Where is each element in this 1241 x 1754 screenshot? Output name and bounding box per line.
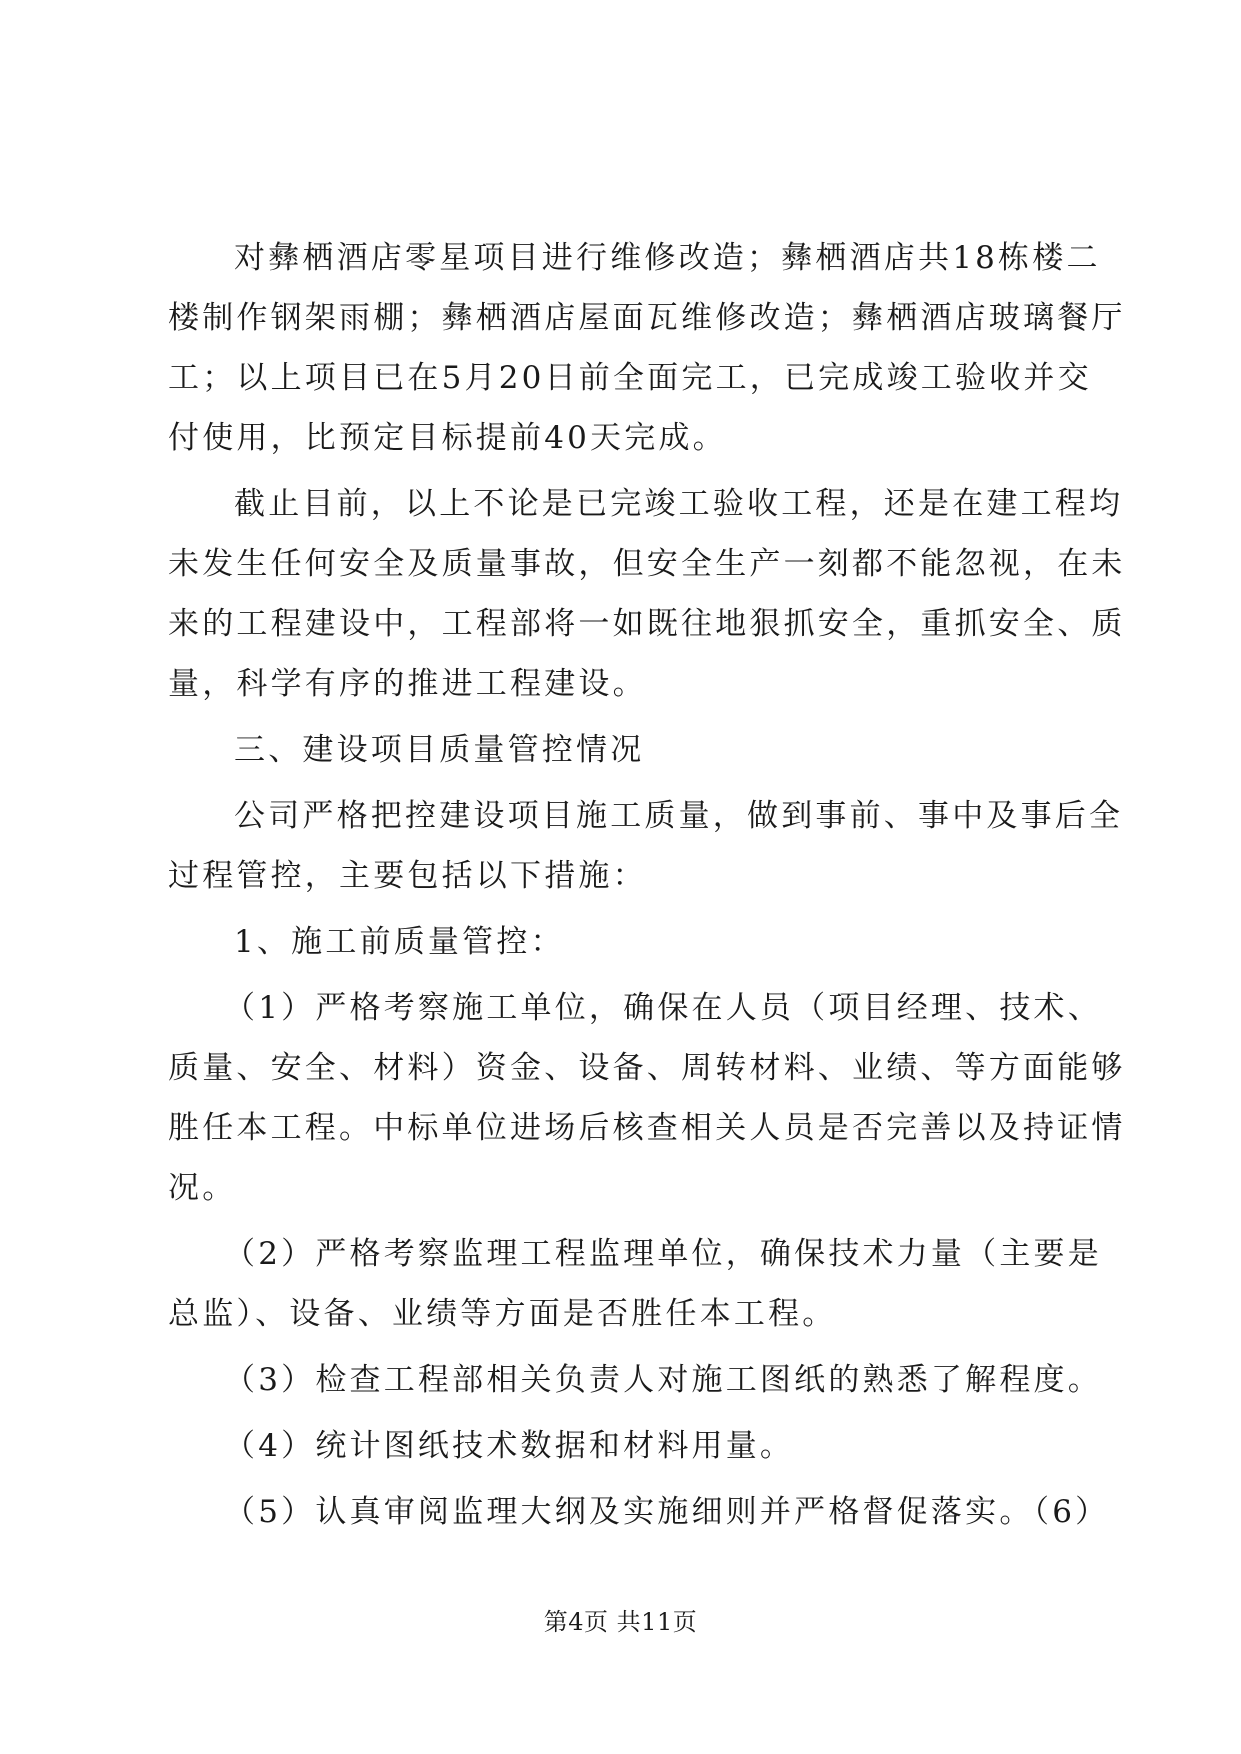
paragraph-line: 工；以上项目已在5月20日前全面完工，已完成竣工验收并交 <box>168 360 1092 396</box>
list-item-line: 质量、安全、材料）资金、设备、周转材料、业绩、等方面能够 <box>168 1050 1126 1086</box>
page-number-footer: 第4页 共11页 <box>543 1608 698 1636</box>
paragraph-line: 公司严格把控建设项目施工质量，做到事前、事中及事后全 <box>234 798 1124 834</box>
list-item-line: （2）严格考察监理工程监理单位，确保技术力量（主要是 <box>224 1236 1102 1272</box>
paragraph-line: 对彝栖酒店零星项目进行维修改造；彝栖酒店共18栋楼二 <box>234 240 1101 276</box>
list-item-line: （1）严格考察施工单位，确保在人员（项目经理、技术、 <box>224 990 1102 1026</box>
list-item-line: （5）认真审阅监理大纲及实施细则并严格督促落实。（6） <box>224 1494 1110 1530</box>
list-item-line: （4）统计图纸技术数据和材料用量。 <box>224 1428 795 1464</box>
paragraph-line: 过程管控，主要包括以下措施： <box>168 858 647 894</box>
section-heading: 三、建设项目质量管控情况 <box>234 732 645 768</box>
list-item-line: 胜任本工程。中标单位进场后核查相关人员是否完善以及持证情 <box>168 1110 1126 1146</box>
paragraph-line: 来的工程建设中，工程部将一如既往地狠抓安全，重抓安全、质 <box>168 606 1126 642</box>
list-item-line: （3）检查工程部相关负责人对施工图纸的熟悉了解程度。 <box>224 1362 1102 1398</box>
subsection-heading: 1、施工前质量管控： <box>234 924 565 960</box>
paragraph-line: 付使用，比预定目标提前40天完成。 <box>168 420 727 456</box>
paragraph-line: 量，科学有序的推进工程建设。 <box>168 666 647 702</box>
document-body <box>168 228 1126 1542</box>
paragraph-line: 截止目前，以上不论是已完竣工验收工程，还是在建工程均 <box>234 486 1124 522</box>
paragraph-line: 未发生任何安全及质量事故，但安全生产一刻都不能忽视，在未 <box>168 546 1126 582</box>
list-item-line: 总监）、设备、业绩等方面是否胜任本工程。 <box>168 1296 837 1332</box>
list-item-line: 况。 <box>168 1170 237 1206</box>
paragraph-line: 楼制作钢架雨棚；彝栖酒店屋面瓦维修改造；彝栖酒店玻璃餐厅 <box>168 300 1126 336</box>
